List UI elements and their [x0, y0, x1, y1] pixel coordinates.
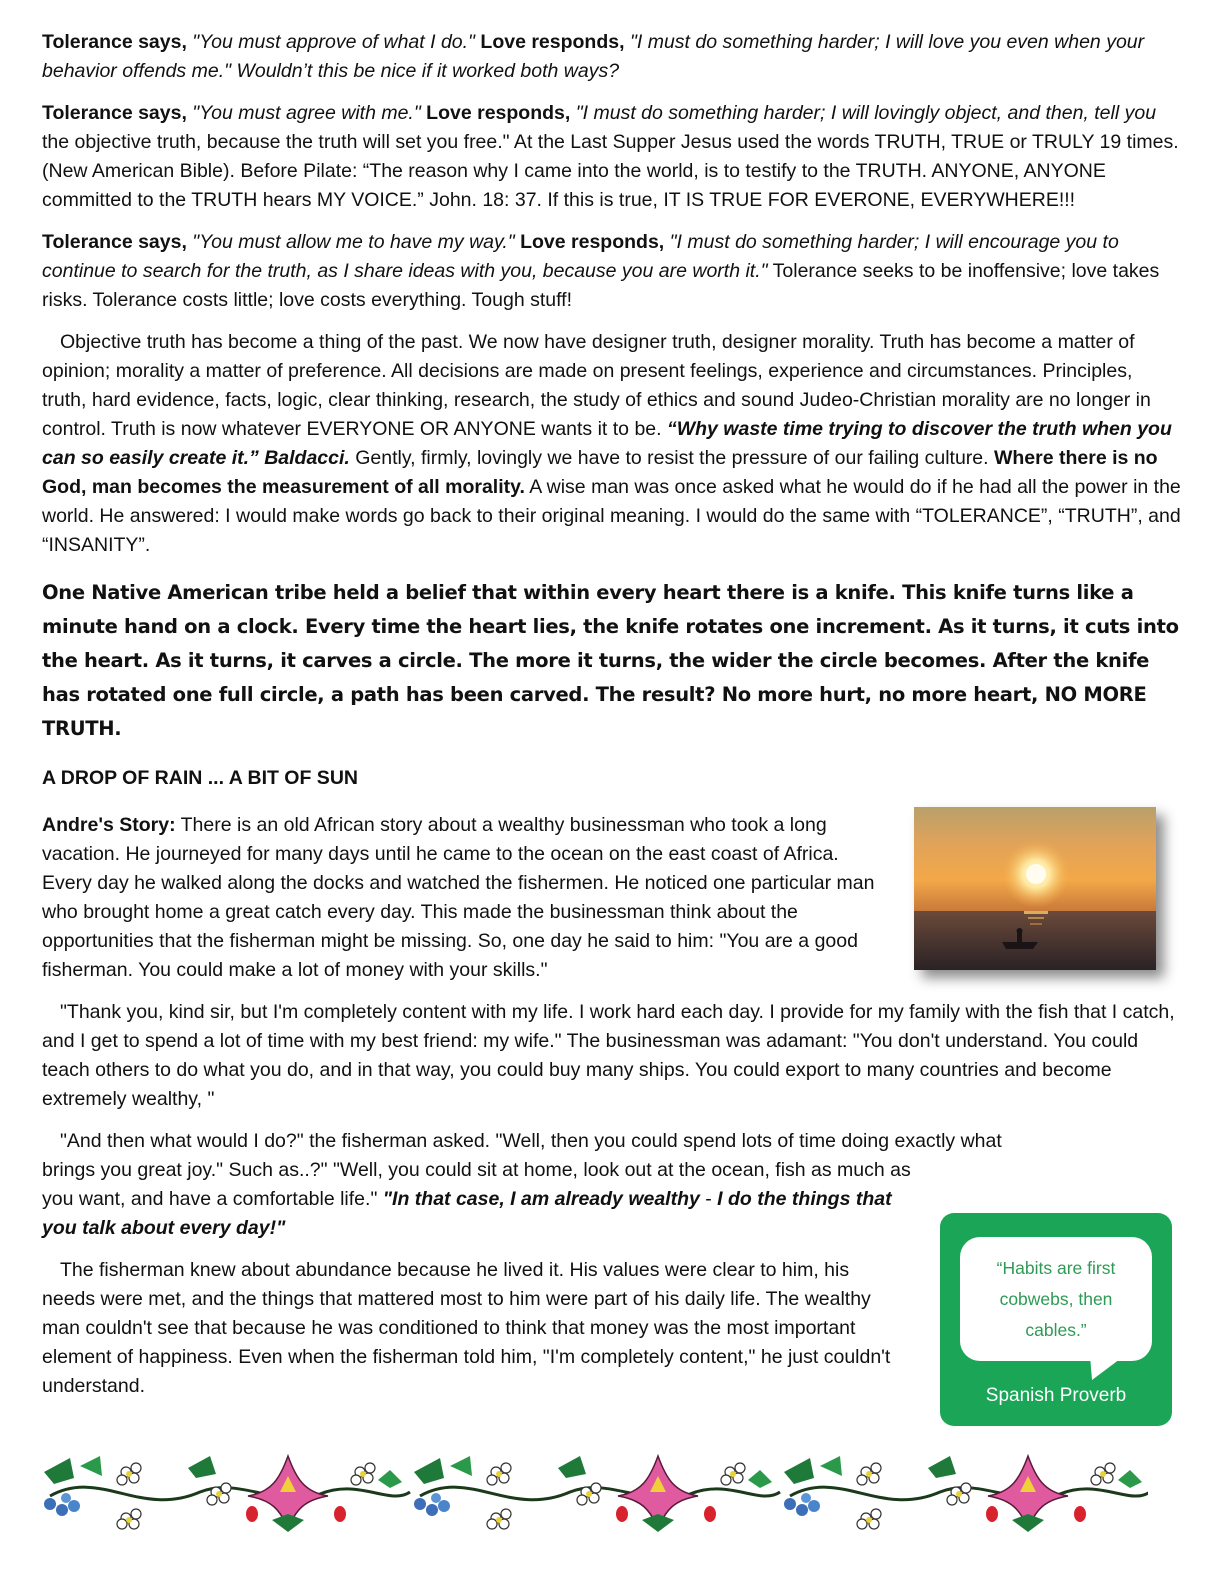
story-block — [42, 811, 1182, 985]
bold-text: Where there is no God, man becomes the measurement of all morality. — [42, 447, 1158, 498]
paragraph-abundance: The fisherman knew about abundance because he lived it. His values were clear to him, his needs were met, and the things that mattered most to him were part of his daily life. The wealthy man couldn't see that because he was conditioned to think that money was the most important element of happiness. Even when the fisherman told him, "I'm completely content," he just couldn't understand. — [42, 1259, 891, 1397]
bold-text: Love responds, — [474, 31, 625, 53]
body-text: "And then what would I do?" the fisherman asked. "Well, then you could spend lots of time doing exactly what — [60, 1130, 1002, 1152]
paragraph-objective-truth — [42, 328, 1182, 560]
sunset-image — [914, 807, 1156, 970]
italic-text: "I must do something harder; I will lovingly object, and then, tell you — [570, 102, 1157, 124]
body-text: A wise man was once asked what he would do if he had all the power in the world. He answered: I would make words go back to their original meaning. I would do the same with “TOLERANCE”, “TRUTH”, and “INSANITY”. — [42, 476, 1181, 556]
bubble-tail-icon — [1090, 1356, 1130, 1382]
body-text: the objective truth, because the truth will set you free." At the Last Supper Jesus used the words TRUTH, TRUE or TRULY 19 times. (New American Bible). Before Pilate: “The reason why I came into the world, is to testify to the TRUTH. ANYONE, ANYONE committed to the TRUTH hears MY VOICE.” John. 18: 37. If this is true, IT IS TRUE FOR EVERONE, EVERYWHERE!!! — [42, 131, 1179, 211]
dash: - — [699, 1188, 712, 1210]
paragraph-tolerance-allow — [42, 228, 1182, 315]
floral-border-decoration — [40, 1448, 1148, 1534]
italic-text: "You must allow me to have my way." — [186, 231, 515, 253]
paragraph-tolerance-agree — [42, 99, 1182, 215]
proverb-author: Spanish Proverb — [985, 1385, 1127, 1406]
wealthy-quote-end: I do the things that you talk about every day!" — [42, 1188, 892, 1239]
paragraph-thank-you: "Thank you, kind sir, but I'm completely content with my life. I work hard each day. I provide for my family with the fish that I catch, and I get to spend a lot of time with my best friend: my wife." The businessman was adamant: "You don't understand. You could teach others to do what you do, and in that way, you could buy many ships. You could export to many countries and become extremely wealthy, " — [42, 1001, 1175, 1110]
body-text: Tolerance seeks to be inoffensive; love takes risks. Tolerance costs little; love costs everything. Tough stuff! — [42, 260, 1160, 311]
paragraph-and-then-cont — [42, 1156, 917, 1243]
bold-text: Tolerance says, — [42, 31, 187, 53]
italic-text: "I must do something harder; I will encourage you to continue to search for the truth, as I share ideas with you, because you are worth it." — [42, 231, 1119, 282]
body-text: Objective truth has become a thing of the past. We now have designer truth, designer morality. Truth has become a matter of opinion; morality a matter of preference. All decisions are made on present feelings, experience and circumstances. Principles, truth, hard evidence, facts, logic, clear thinking, research, the study of ethics and sound Judeo-Christian morality are no longer in control. Truth is now whatever EVERYONE OR ANYONE wants it to be. — [42, 331, 1151, 440]
body-text: Gently, firmly, lovingly we have to resist the pressure of our failing culture. — [349, 447, 989, 469]
section-heading: A DROP OF RAIN ... A BIT OF SUN — [42, 767, 358, 789]
paragraph-and-then — [42, 1127, 1142, 1156]
speech-bubble — [960, 1237, 1152, 1361]
native-american-paragraph: One Native American tribe held a belief that within every heart there is a knife. This knife turns like a minute hand on a clock. Every time the heart lies, the knife rotates one increment. As it turns, it cuts into the heart. As it turns, it carves a circle. The more it turns, the wider the circle becomes. After the knife has rotated one full circle, a path has been carved. The result? No more hurt, no more heart, NO MORE TRUTH. — [42, 581, 1179, 740]
story-label: Andre's Story: — [42, 814, 176, 836]
bold-text: Love responds, — [420, 102, 571, 124]
italic-text: "I must do something harder; I will love you even when your behavior offends me." Wouldn’t this be nice if it worked both ways? — [42, 31, 1145, 82]
proverb-box — [940, 1213, 1172, 1426]
baldacci-quote: “Why waste time trying to discover the truth when you can so easily create it.” Baldacci. — [42, 418, 1172, 469]
paragraph-tolerance-approve — [42, 28, 1182, 86]
bold-text: Tolerance says, — [42, 102, 187, 124]
body-text: There is an old African story about a wealthy businessman who took a long vacation. He journeyed for many days until he came to the ocean on the east coast of Africa. Every day he walked along the docks and watched the fishermen. He noticed one particular man who brought home a great catch every day. This made the businessman think about the opportunities that the fisherman might be missing. So, one day he said to him: "You are a good fisherman. You could make a lot of money with your skills." — [42, 814, 875, 981]
italic-text: "You must approve of what I do." — [186, 31, 475, 53]
body-text: brings you great joy." Such as..?" "Well, you could sit at home, look out at the ocean, fish as much as you want, and have a comfortable life." — [42, 1159, 911, 1210]
italic-text: "You must agree with me." — [186, 102, 421, 124]
proverb-quote: “Habits are first cobwebs, then cables.” — [996, 1257, 1116, 1340]
andre-story — [42, 811, 877, 985]
page-content — [42, 28, 1182, 1414]
bold-text: Love responds, — [514, 231, 665, 253]
wealthy-quote: "In that case, I am already wealthy — [377, 1188, 700, 1210]
floral-border-unit — [44, 1456, 410, 1532]
sunset-photo — [914, 807, 1156, 970]
bold-text: Tolerance says, — [42, 231, 187, 253]
